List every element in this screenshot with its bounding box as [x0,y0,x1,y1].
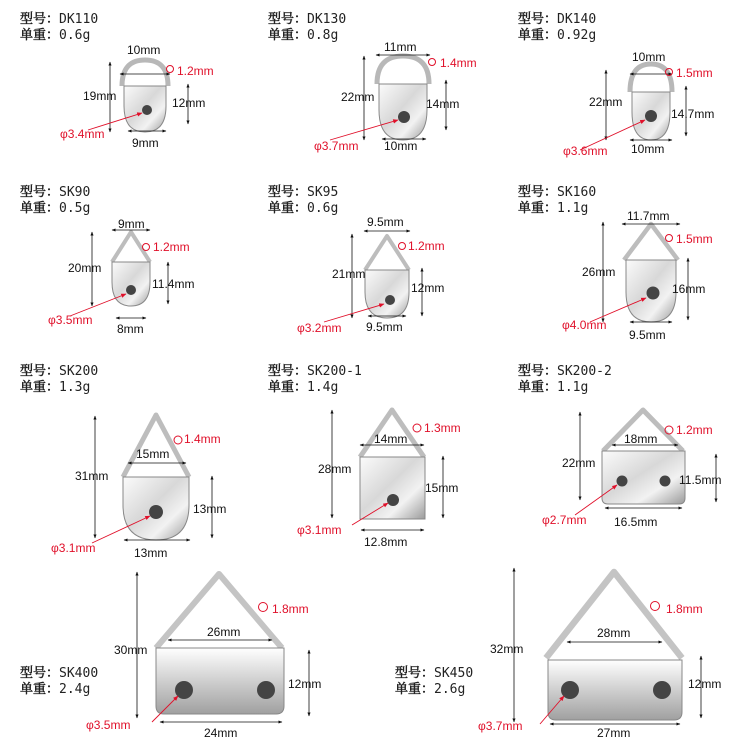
sk400-plate-height: 12mm [288,677,322,691]
sk160-plate-width: 9.5mm [629,328,666,342]
model-value: SK200 [59,364,99,379]
dk140-wire-diameter: 1.5mm [676,66,713,80]
sk200-2-hole-diameter: φ2.7mm [542,513,587,527]
product-sk90-label [20,185,90,217]
weight-value: 2.4g [59,682,91,697]
weight-label: 单重： [518,380,558,395]
mount-hole [645,110,657,122]
mount-hole [126,285,136,295]
model-value: SK160 [557,185,597,200]
sk200-1-wire-diameter: 1.3mm [424,421,461,435]
mount-hole [647,287,660,300]
sk450-top-width: 28mm [597,626,631,640]
mount-hole [653,681,671,699]
model-label: 型号： [518,12,558,27]
product-dk130-label [268,12,346,44]
hanger-plate [156,648,284,714]
sk200-2-height: 22mm [562,456,596,470]
mount-hole [387,494,399,506]
sk95-plate-width: 9.5mm [366,320,403,334]
product-sk95-label [268,185,338,217]
weight-label: 单重： [20,682,60,697]
model-value: SK200-1 [307,364,362,379]
dk140-plate-height: 14.7mm [671,107,715,121]
sk160-top-width: 11.7mm [627,209,670,223]
weight-label: 单重： [268,201,308,216]
sk450-hole-diameter: φ3.7mm [478,719,523,733]
mount-hole [385,295,395,305]
dk140-plate-width: 10mm [631,142,665,156]
weight-value: 2.6g [434,682,466,697]
sk90-height: 20mm [68,261,102,275]
sk200-1-height: 28mm [318,462,352,476]
product-sk200-2-label [518,364,612,396]
dk130-top-width: 11mm [384,40,417,54]
dk130-height: 22mm [341,90,375,104]
mount-hole [149,505,163,519]
dk140-hole-diameter: φ3.6mm [563,144,608,158]
product-sk400-label [20,666,98,698]
dk110-wire-diameter: 1.2mm [177,64,214,78]
weight-label: 单重： [518,28,558,43]
sk95-height: 21mm [332,267,366,281]
model-label: 型号： [20,185,60,200]
model-label: 型号： [395,666,435,681]
sk160-hole-diameter: φ4.0mm [562,318,607,332]
sk200-1-plate-height: 15mm [425,481,459,495]
product-sk200-1-label [268,364,362,396]
sk90-top-width: 9mm [118,217,145,231]
mount-hole [398,111,410,123]
product-dk140-label [518,12,596,44]
dk140-height: 22mm [589,95,623,109]
sk90-plate-height: 11.4mm [152,277,195,291]
model-value: SK400 [59,666,99,681]
sk400-hole-diameter: φ3.5mm [86,718,131,732]
dk110-top-width: 10mm [127,43,161,57]
sk400-wire-diameter: 1.8mm [272,602,309,616]
sk200-1-top-width: 14mm [374,432,408,446]
sk160-wire-diameter: 1.5mm [676,232,713,246]
sk450-wire-diameter: 1.8mm [666,602,703,616]
sk450-plate-height: 12mm [688,677,722,691]
weight-value: 1.1g [557,201,589,216]
sk200-2-plate-width: 16.5mm [614,515,658,529]
sk200-height: 31mm [75,469,109,483]
mount-hole [660,476,671,487]
weight-label: 单重： [518,201,558,216]
mount-hole [142,105,152,115]
model-label: 型号： [268,185,308,200]
weight-label: 单重： [20,201,60,216]
model-label: 型号： [518,185,558,200]
hanger-plate [360,457,425,519]
dk130-hole-diameter: φ3.7mm [314,139,359,153]
dk140-top-width: 10mm [632,50,666,64]
product-sk200-label [20,364,98,396]
hanger-plate [602,451,685,504]
sk200-plate-width: 13mm [134,546,168,560]
sk200-1-hole-diameter: φ3.1mm [297,523,342,537]
sk95-plate-height: 12mm [411,281,445,295]
sk200-wire-diameter: 1.4mm [184,432,221,446]
weight-value: 1.3g [59,380,91,395]
weight-label: 单重： [20,380,60,395]
product-sk160-label [518,185,596,217]
sk200-plate-height: 13mm [193,502,227,516]
model-value: SK90 [59,185,91,200]
dk110-height: 19mm [83,89,117,103]
dk110-hole-diameter: φ3.4mm [60,127,105,141]
sk450-plate-width: 27mm [597,726,631,740]
sk200-2-top-width: 18mm [624,432,658,446]
sk160-plate-height: 16mm [672,282,706,296]
hanger-plate [365,270,409,318]
weight-value: 0.8g [307,28,339,43]
product-sk400-drawing [137,572,309,722]
model-label: 型号： [268,364,308,379]
mount-hole [617,476,628,487]
sk400-top-width: 26mm [207,625,241,639]
dk130-plate-height: 14mm [426,97,460,111]
model-value: SK200-2 [557,364,612,379]
weight-value: 1.4g [307,380,339,395]
product-sk450-drawing [514,568,701,724]
mount-hole [257,681,275,699]
sk200-2-plate-height: 11.5mm [679,473,722,487]
wire-loop [122,60,168,86]
model-value: DK130 [307,12,347,27]
model-value: DK110 [59,12,99,27]
weight-label: 单重： [20,28,60,43]
model-value: DK140 [557,12,597,27]
weight-value: 0.6g [59,28,91,43]
model-label: 型号： [20,364,60,379]
sk95-hole-diameter: φ3.2mm [297,321,342,335]
sk90-hole-diameter: φ3.5mm [48,313,93,327]
dk130-wire-diameter: 1.4mm [440,56,477,70]
hanger-plate [112,262,150,306]
sk200-2-wire-diameter: 1.2mm [676,423,713,437]
weight-label: 单重： [268,28,308,43]
dk130-plate-width: 10mm [384,139,418,153]
weight-value: 0.92g [557,28,597,43]
sk200-hole-diameter: φ3.1mm [51,541,96,555]
sk200-1-plate-width: 12.8mm [364,535,408,549]
weight-label: 单重： [395,682,435,697]
product-dk110-label [20,12,98,44]
sk90-plate-width: 8mm [117,322,144,336]
sk400-plate-width: 24mm [204,726,238,740]
sk160-height: 26mm [582,265,616,279]
sk90-wire-diameter: 1.2mm [153,240,190,254]
model-label: 型号： [20,666,60,681]
product-sk450-label [395,666,473,698]
sk450-height: 32mm [490,642,524,656]
model-value: SK450 [434,666,474,681]
model-label: 型号： [268,12,308,27]
dk110-plate-width: 9mm [132,136,159,150]
dk110-plate-height: 12mm [172,96,206,110]
sk95-top-width: 9.5mm [367,215,404,229]
model-value: SK95 [307,185,339,200]
weight-label: 单重： [268,380,308,395]
weight-value: 1.1g [557,380,589,395]
sk95-wire-diameter: 1.2mm [408,239,445,253]
weight-value: 0.5g [59,201,91,216]
model-label: 型号： [518,364,558,379]
sk200-top-width: 15mm [136,447,170,461]
model-label: 型号： [20,12,60,27]
sk400-height: 30mm [114,643,148,657]
weight-value: 0.6g [307,201,339,216]
